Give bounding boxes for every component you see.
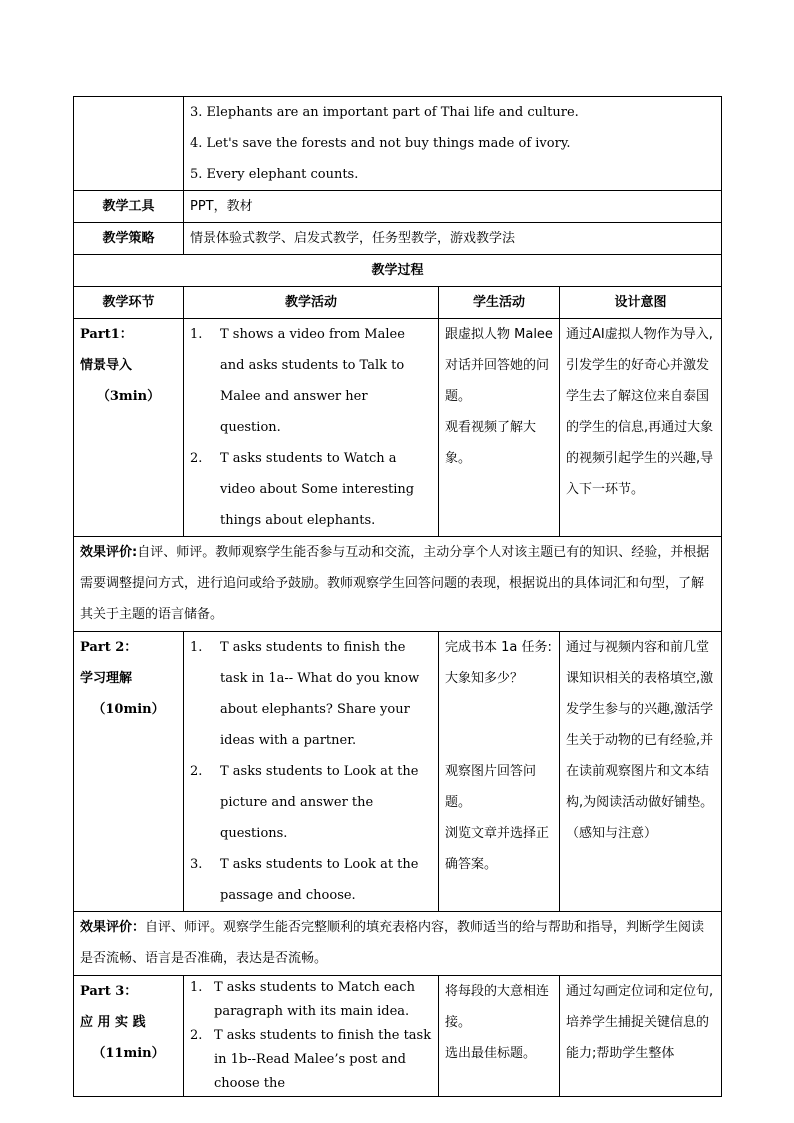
part2-sub: 学习理解 xyxy=(80,671,133,686)
eval1-text: 自评、师评。教师观察学生能否参与互动和交流，主动分享个人对该主题已有的知识、经验，并根据需要调整提问方式，进行追问或给予鼓励。教师观察学生回答问题的表现，根据说出的具体词汇和句型，了解其关于主题的语言储备。 xyxy=(80,545,710,622)
part1-sub: 情景导入 xyxy=(80,358,133,373)
part3-stage xyxy=(74,976,184,1097)
part3-time: （11min） xyxy=(92,1046,165,1061)
strategy-label: 教学策略 xyxy=(74,223,184,255)
strategy-row xyxy=(74,223,722,255)
part3-student xyxy=(439,976,560,1097)
part1-activities xyxy=(184,319,439,537)
part1-student xyxy=(439,319,560,537)
part1-name: Part1： xyxy=(80,327,133,342)
part2-student xyxy=(439,632,560,912)
eval1-label: 效果评价: xyxy=(80,545,138,560)
student-activity: 浏览文章并选择正确答案。 xyxy=(445,826,550,872)
intro-item: 3. Elephants are an important part of Thai life and culture. xyxy=(190,105,579,120)
activity-item: 2. T asks students to Look at the picture and answer the questions. xyxy=(190,764,419,841)
strategy-value: 情景体验式教学、启发式教学，任务型教学，游戏教学法 xyxy=(184,223,722,255)
process-title: 教学过程 xyxy=(74,255,722,287)
eval2-text: 自评、师评。观察学生能否完整顺利的填充表格内容，教师适当的给与帮助和指导，判断学生阅读是否流畅、语言是否准确，表达是否流畅。 xyxy=(80,920,705,966)
part1-stage xyxy=(74,319,184,537)
part3-name: Part 3： xyxy=(80,984,138,999)
activity-item: 1. T asks students to Match each paragraph with its main idea. xyxy=(190,980,415,1019)
activity-item: 2. T asks students to finish the task in 1b--Read Malee’s post and choose the xyxy=(190,1028,432,1091)
tools-value: PPT，教材 xyxy=(184,191,722,223)
part3-row xyxy=(74,976,722,1097)
part2-time: （10min） xyxy=(92,702,165,717)
part2-intent: 通过与视频内容和前几堂课知识相关的表格填空,激发学生参与的兴趣,激活学生关于动物的已有经验,并在读前观察图片和文本结构,为阅读活动做好铺垫。（感知与注意） xyxy=(560,632,722,912)
part2-stage xyxy=(74,632,184,912)
lesson-plan-table xyxy=(73,96,722,1097)
process-title-row xyxy=(74,255,722,287)
eval2-label: 效果评价： xyxy=(80,920,146,935)
part1-row xyxy=(74,319,722,537)
activity-item: 1. T asks students to finish the task in 1a-- What do you know about elephants? Share your ideas with a partner. xyxy=(190,640,420,748)
part3-intent: 通过勾画定位词和定位句,培养学生捕捉关键信息的能力;帮助学生整体 xyxy=(560,976,722,1097)
header-teacher-activity: 教学活动 xyxy=(184,287,439,319)
student-activity: 跟虚拟人物 Malee 对话并回答她的问题。 xyxy=(445,327,553,404)
student-activity: 完成书本 1a 任务:大象知多少？ xyxy=(445,640,552,686)
intro-cell xyxy=(184,97,722,191)
header-student-activity: 学生活动 xyxy=(439,287,560,319)
student-activity: 将每段的大意相连接。 xyxy=(445,984,550,1030)
part1-intent: 通过AI虚拟人物作为导入,引发学生的好奇心并激发学生去了解这位来自泰国的学生的信息,再通过大象的视频引起学生的兴趣,导入下一环节。 xyxy=(560,319,722,537)
tools-label: 教学工具 xyxy=(74,191,184,223)
student-activity: 观察图片回答问题。 xyxy=(445,764,537,810)
eval2-cell xyxy=(74,912,722,976)
part1-time: （3min） xyxy=(96,389,161,404)
header-row xyxy=(74,287,722,319)
student-activity: 观看视频了解大象。 xyxy=(445,420,537,466)
intro-item: 4. Let's save the forests and not buy things made of ivory. xyxy=(190,136,571,151)
header-stage: 教学环节 xyxy=(74,287,184,319)
eval1-cell xyxy=(74,537,722,632)
intro-item: 5. Every elephant counts. xyxy=(190,167,359,182)
part3-activities xyxy=(184,976,439,1097)
eval1-row xyxy=(74,537,722,632)
intro-row xyxy=(74,97,722,191)
activity-item: 3. T asks students to Look at the passage and choose. xyxy=(190,857,419,903)
activity-item: 2. T asks students to Watch a video about Some interesting things about elephants. xyxy=(190,451,415,528)
part2-name: Part 2： xyxy=(80,640,138,655)
activity-item: 1. T shows a video from Malee and asks students to Talk to Malee and answer her question. xyxy=(190,327,405,435)
tools-row xyxy=(74,191,722,223)
eval2-row xyxy=(74,912,722,976)
part2-activities xyxy=(184,632,439,912)
part3-sub: 应 用 实 践 xyxy=(80,1015,146,1030)
student-activity: 选出最佳标题。 xyxy=(445,1046,537,1061)
header-design-intent: 设计意图 xyxy=(560,287,722,319)
part2-row xyxy=(74,632,722,912)
